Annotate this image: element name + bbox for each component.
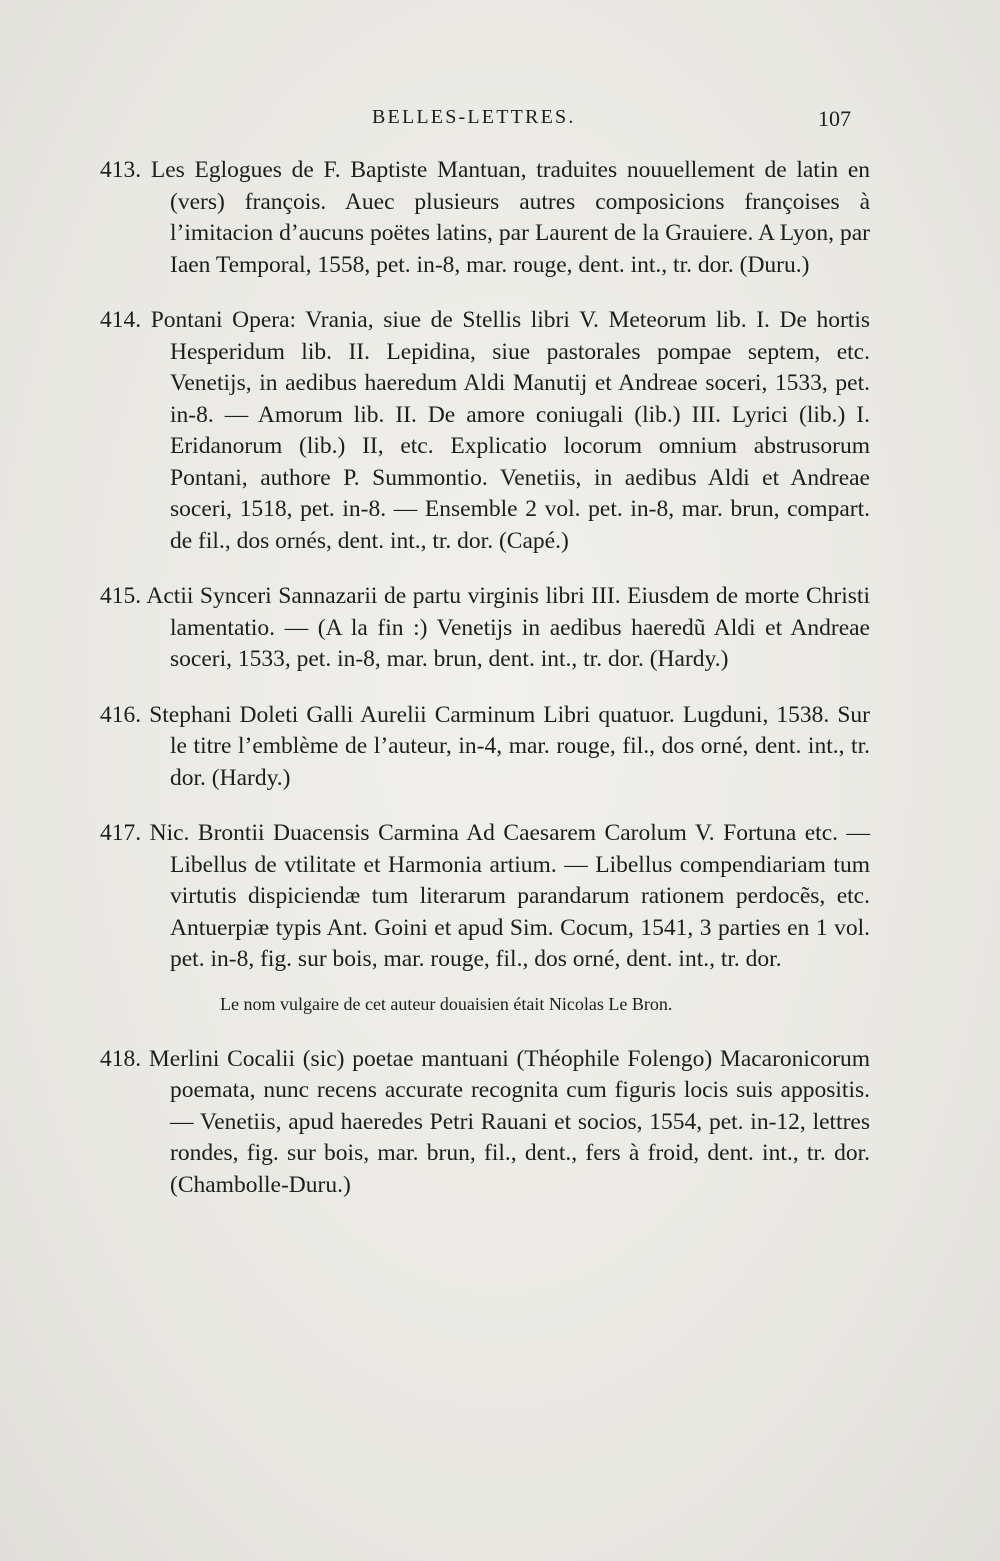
- entry-text: Stephani Doleti Galli Aurelii Carminum Libri quatuor. Lugduni, 1538. Sur le titre l’emblème de l’auteur, in-4, mar. rouge, fil., dos orné, dent. int., tr. dor. (Hardy.): [149, 701, 870, 791]
- entry-number: 418.: [100, 1045, 142, 1072]
- catalogue-entries: [100, 155, 871, 1225]
- catalogue-entry: [100, 818, 871, 976]
- catalogue-entry: [100, 700, 870, 795]
- catalogue-entry: [100, 155, 871, 281]
- entry-number: 413.: [100, 157, 142, 183]
- catalogue-entry: [100, 305, 871, 557]
- entry-number: 416.: [100, 701, 142, 728]
- entry-number: 414.: [100, 307, 142, 333]
- entry-text: Merlini Cocalii (sic) poetae mantuani (Théophile Folengo) Macaronicorum poemata, nunc recens accurate recognita cum figuris locis suis appositis. — Venetiis, apud haeredes Petri Rauani et socios, 1554, pet. in-12, lettres rondes, fig. sur bois, mar. brun, fil., dent., fers à froid, dent. int., tr. dor. (Chambolle-Duru.): [148, 1045, 870, 1198]
- running-head: BELLES-LETTRES.: [372, 106, 576, 128]
- page-number: 107: [818, 106, 851, 131]
- entry-text: Les Eglogues de F. Baptiste Mantuan, traduites nouuellement de latin en (vers) françois. Auec plusieurs autres composicions françoises à l’imitacion d’aucuns poëtes latins, par Laurent de la Grauiere. A Lyon, par Iaen Temporal, 1558, pet. in-8, mar. rouge, dent. int., tr. dor. (Duru.): [150, 157, 871, 278]
- entry-text: Nic. Brontii Duacensis Carmina Ad Caesarem Carolum V. Fortuna etc. — Libellus de vtilitate et Harmonia artium. — Libellus compendiariam tum virtutis dispiciendæ tum literarum parandarum rationem perdocẽs, etc. Antuerpiæ typis Ant. Goini et apud Sim. Cocum, 1541, 3 parties en 1 vol. pet. in-8, fig. sur bois, mar. rouge, fil., dos orné, dent. int., tr. dor.: [149, 820, 871, 972]
- entry-number: 417.: [100, 820, 142, 846]
- catalogue-entry: [100, 1044, 870, 1202]
- catalogue-entry: [100, 581, 870, 676]
- entry-text: Actii Synceri Sannazarii de partu virginis libri III. Eiusdem de morte Christi lamentatio. — (A la fin :) Venetijs in aedibus haeredũ Aldi et Andreae soceri, 1533, pet. in-8, mar. brun, dent. int., tr. dor. (Hardy.): [146, 583, 870, 672]
- page-header: [0, 106, 1000, 136]
- entry-number: 415.: [100, 583, 142, 609]
- entry-note: Le nom vulgaire de cet auteur douaisien était Nicolas Le Bron.: [220, 993, 673, 1014]
- entry-text: Pontani Opera: Vrania, siue de Stellis libri V. Meteorum lib. I. De hortis Hesperidum lib. II. Lepidina, siue pastorales pompae septem, etc. Venetijs, in aedibus haeredum Aldi Manutij et Andreae soceri, 1533, pet. in-8. — Amorum lib. II. De amore coniugali (lib.) III. Lyrici (lib.) I. Eridanorum (lib.) II, etc. Explicatio locorum omnium abstrusorum Pontani, authore P. Summontio. Venetiis, in aedibus Aldi et Andreae soceri, 1518, pet. in-8. — Ensemble 2 vol. pet. in-8, mar. brun, compart. de fil., dos ornés, dent. int., tr. dor. (Capé.): [150, 307, 871, 554]
